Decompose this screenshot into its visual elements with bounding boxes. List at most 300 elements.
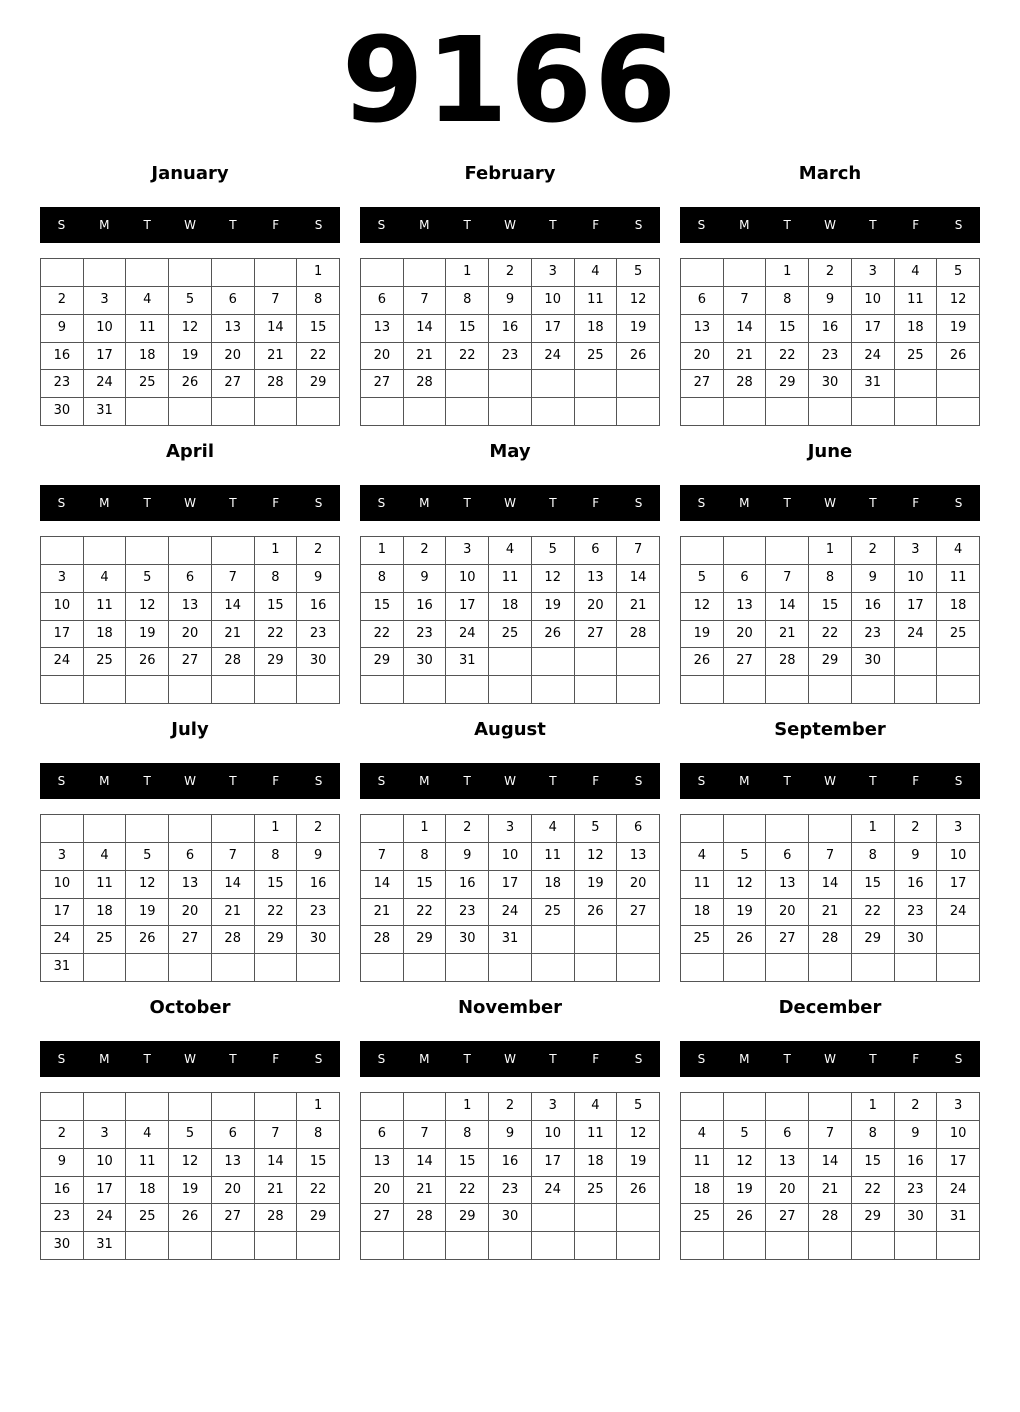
day-cell: 22 bbox=[852, 899, 895, 927]
empty-day-cell bbox=[681, 398, 724, 426]
month-name: July bbox=[171, 719, 209, 740]
day-cell: 30 bbox=[809, 370, 852, 398]
weekday-label: W bbox=[824, 1052, 836, 1066]
day-cell: 28 bbox=[766, 648, 809, 676]
day-cell: 27 bbox=[766, 1204, 809, 1232]
empty-day-cell bbox=[212, 1232, 255, 1260]
day-cell: 24 bbox=[895, 621, 938, 649]
day-cell: 23 bbox=[404, 621, 447, 649]
weekday-label: S bbox=[954, 218, 963, 232]
day-cell: 14 bbox=[255, 1149, 298, 1177]
day-cell: 24 bbox=[84, 370, 127, 398]
weekday-label: W bbox=[824, 218, 836, 232]
empty-day-cell bbox=[297, 398, 340, 426]
day-cell: 2 bbox=[41, 1121, 84, 1149]
empty-day-cell bbox=[169, 259, 212, 287]
day-cell: 30 bbox=[41, 1232, 84, 1260]
empty-day-cell bbox=[895, 676, 938, 704]
day-cell: 10 bbox=[41, 871, 84, 899]
weekday-label: M bbox=[419, 774, 430, 788]
empty-day-cell bbox=[937, 954, 980, 982]
day-cell: 13 bbox=[212, 1149, 255, 1177]
day-cell: 8 bbox=[852, 843, 895, 871]
weekday-label: F bbox=[912, 218, 920, 232]
day-cell: 3 bbox=[532, 259, 575, 287]
month-name: June bbox=[807, 441, 853, 462]
day-cell: 4 bbox=[575, 259, 618, 287]
day-cell: 1 bbox=[852, 1093, 895, 1121]
day-cell: 22 bbox=[766, 343, 809, 371]
weekday-label: F bbox=[912, 496, 920, 510]
day-cell: 6 bbox=[169, 843, 212, 871]
day-cell: 4 bbox=[489, 537, 532, 565]
empty-day-cell bbox=[404, 1232, 447, 1260]
empty-day-cell bbox=[84, 259, 127, 287]
day-cell: 22 bbox=[255, 621, 298, 649]
day-cell: 13 bbox=[361, 1149, 404, 1177]
weekday-label: F bbox=[592, 218, 600, 232]
day-cell: 14 bbox=[404, 1149, 447, 1177]
day-grid bbox=[680, 536, 980, 704]
weekday-label: M bbox=[739, 218, 750, 232]
day-cell: 13 bbox=[169, 593, 212, 621]
day-grid bbox=[680, 814, 980, 982]
empty-day-cell bbox=[681, 815, 724, 843]
weekday-label: W bbox=[184, 496, 196, 510]
day-cell: 24 bbox=[532, 343, 575, 371]
month-name: February bbox=[464, 163, 556, 184]
day-cell: 20 bbox=[361, 343, 404, 371]
weekday-label: F bbox=[592, 774, 600, 788]
empty-day-cell bbox=[446, 1232, 489, 1260]
empty-day-cell bbox=[212, 259, 255, 287]
day-cell: 6 bbox=[212, 1121, 255, 1149]
day-cell: 15 bbox=[297, 1149, 340, 1177]
day-cell: 12 bbox=[532, 565, 575, 593]
day-cell: 1 bbox=[361, 537, 404, 565]
empty-day-cell bbox=[84, 537, 127, 565]
day-cell: 26 bbox=[126, 926, 169, 954]
empty-day-cell bbox=[724, 1093, 767, 1121]
day-cell: 6 bbox=[617, 815, 660, 843]
empty-day-cell bbox=[361, 815, 404, 843]
month-name: September bbox=[774, 719, 886, 740]
day-cell: 2 bbox=[852, 537, 895, 565]
day-cell: 29 bbox=[255, 648, 298, 676]
weekday-label: F bbox=[912, 774, 920, 788]
day-cell: 22 bbox=[404, 899, 447, 927]
day-cell: 20 bbox=[212, 343, 255, 371]
empty-day-cell bbox=[937, 676, 980, 704]
day-cell: 27 bbox=[212, 1204, 255, 1232]
day-cell: 8 bbox=[446, 287, 489, 315]
empty-day-cell bbox=[575, 676, 618, 704]
empty-day-cell bbox=[361, 954, 404, 982]
day-cell: 8 bbox=[766, 287, 809, 315]
day-cell: 14 bbox=[404, 315, 447, 343]
day-cell: 6 bbox=[361, 287, 404, 315]
empty-day-cell bbox=[724, 676, 767, 704]
day-cell: 13 bbox=[617, 843, 660, 871]
day-cell: 21 bbox=[212, 899, 255, 927]
day-cell: 9 bbox=[41, 315, 84, 343]
day-cell: 14 bbox=[766, 593, 809, 621]
day-cell: 7 bbox=[809, 1121, 852, 1149]
day-cell: 13 bbox=[361, 315, 404, 343]
empty-day-cell bbox=[617, 954, 660, 982]
day-cell: 15 bbox=[255, 871, 298, 899]
day-cell: 11 bbox=[681, 1149, 724, 1177]
day-cell: 26 bbox=[169, 370, 212, 398]
day-cell: 10 bbox=[852, 287, 895, 315]
empty-day-cell bbox=[937, 926, 980, 954]
weekday-label: F bbox=[272, 218, 280, 232]
weekday-label: T bbox=[143, 496, 151, 510]
empty-day-cell bbox=[84, 1093, 127, 1121]
day-cell: 25 bbox=[937, 621, 980, 649]
day-cell: 30 bbox=[489, 1204, 532, 1232]
day-cell: 19 bbox=[575, 871, 618, 899]
day-cell: 8 bbox=[255, 843, 298, 871]
day-cell: 17 bbox=[532, 315, 575, 343]
empty-day-cell bbox=[575, 398, 618, 426]
day-cell: 26 bbox=[724, 926, 767, 954]
empty-day-cell bbox=[212, 398, 255, 426]
day-cell: 8 bbox=[297, 1121, 340, 1149]
empty-day-cell bbox=[255, 676, 298, 704]
day-cell: 9 bbox=[489, 1121, 532, 1149]
empty-day-cell bbox=[724, 537, 767, 565]
day-cell: 29 bbox=[255, 926, 298, 954]
day-cell: 17 bbox=[84, 1177, 127, 1205]
day-cell: 21 bbox=[724, 343, 767, 371]
day-cell: 27 bbox=[575, 621, 618, 649]
weekday-label: M bbox=[739, 774, 750, 788]
weekday-label: F bbox=[272, 774, 280, 788]
empty-day-cell bbox=[169, 537, 212, 565]
day-cell: 19 bbox=[126, 621, 169, 649]
day-grid bbox=[680, 258, 980, 426]
weekday-label: T bbox=[143, 774, 151, 788]
weekday-label: S bbox=[57, 496, 66, 510]
day-cell: 12 bbox=[575, 843, 618, 871]
day-cell: 1 bbox=[446, 1093, 489, 1121]
day-cell: 9 bbox=[446, 843, 489, 871]
day-cell: 15 bbox=[361, 593, 404, 621]
weekday-label: T bbox=[869, 218, 877, 232]
empty-day-cell bbox=[681, 259, 724, 287]
empty-day-cell bbox=[532, 676, 575, 704]
day-cell: 12 bbox=[724, 871, 767, 899]
day-cell: 7 bbox=[404, 287, 447, 315]
weekday-label: S bbox=[634, 496, 643, 510]
day-cell: 29 bbox=[809, 648, 852, 676]
empty-day-cell bbox=[489, 954, 532, 982]
day-cell: 1 bbox=[446, 259, 489, 287]
day-cell: 19 bbox=[532, 593, 575, 621]
day-cell: 19 bbox=[937, 315, 980, 343]
day-cell: 13 bbox=[212, 315, 255, 343]
day-cell: 29 bbox=[852, 926, 895, 954]
day-cell: 20 bbox=[617, 871, 660, 899]
day-cell: 10 bbox=[84, 315, 127, 343]
weekday-label: T bbox=[229, 496, 237, 510]
day-cell: 27 bbox=[212, 370, 255, 398]
day-cell: 16 bbox=[852, 593, 895, 621]
empty-day-cell bbox=[575, 1204, 618, 1232]
empty-day-cell bbox=[724, 259, 767, 287]
empty-day-cell bbox=[617, 648, 660, 676]
day-cell: 9 bbox=[41, 1149, 84, 1177]
day-cell: 26 bbox=[681, 648, 724, 676]
day-cell: 7 bbox=[809, 843, 852, 871]
empty-day-cell bbox=[681, 1093, 724, 1121]
empty-day-cell bbox=[361, 259, 404, 287]
weekday-label: S bbox=[634, 218, 643, 232]
day-cell: 29 bbox=[852, 1204, 895, 1232]
day-cell: 14 bbox=[255, 315, 298, 343]
day-cell: 12 bbox=[724, 1149, 767, 1177]
day-cell: 2 bbox=[489, 259, 532, 287]
day-cell: 30 bbox=[895, 1204, 938, 1232]
day-cell: 20 bbox=[212, 1177, 255, 1205]
day-cell: 21 bbox=[212, 621, 255, 649]
weekday-label: S bbox=[377, 218, 386, 232]
day-cell: 18 bbox=[575, 315, 618, 343]
day-cell: 25 bbox=[681, 1204, 724, 1232]
day-cell: 3 bbox=[937, 815, 980, 843]
day-cell: 16 bbox=[809, 315, 852, 343]
weekday-label: F bbox=[272, 1052, 280, 1066]
day-cell: 21 bbox=[809, 899, 852, 927]
day-cell: 31 bbox=[489, 926, 532, 954]
day-cell: 28 bbox=[404, 370, 447, 398]
day-cell: 4 bbox=[575, 1093, 618, 1121]
day-cell: 7 bbox=[724, 287, 767, 315]
weekday-label: T bbox=[463, 1052, 471, 1066]
day-cell: 11 bbox=[681, 871, 724, 899]
month-name: October bbox=[149, 997, 231, 1018]
day-cell: 8 bbox=[297, 287, 340, 315]
day-cell: 4 bbox=[84, 843, 127, 871]
weekday-label: M bbox=[99, 1052, 110, 1066]
empty-day-cell bbox=[575, 1232, 618, 1260]
day-cell: 16 bbox=[489, 1149, 532, 1177]
day-cell: 10 bbox=[446, 565, 489, 593]
weekday-label: W bbox=[184, 218, 196, 232]
day-cell: 18 bbox=[681, 899, 724, 927]
day-cell: 20 bbox=[575, 593, 618, 621]
day-cell: 5 bbox=[169, 287, 212, 315]
weekday-header bbox=[40, 763, 340, 799]
empty-day-cell bbox=[809, 1232, 852, 1260]
day-cell: 10 bbox=[41, 593, 84, 621]
weekday-header bbox=[40, 207, 340, 243]
weekday-label: T bbox=[549, 218, 557, 232]
day-cell: 10 bbox=[532, 1121, 575, 1149]
day-cell: 16 bbox=[297, 593, 340, 621]
day-cell: 18 bbox=[126, 1177, 169, 1205]
day-cell: 6 bbox=[212, 287, 255, 315]
empty-day-cell bbox=[404, 676, 447, 704]
day-cell: 14 bbox=[212, 871, 255, 899]
day-cell: 17 bbox=[84, 343, 127, 371]
weekday-header bbox=[360, 763, 660, 799]
day-cell: 14 bbox=[724, 315, 767, 343]
day-cell: 24 bbox=[532, 1177, 575, 1205]
day-cell: 7 bbox=[212, 843, 255, 871]
day-cell: 27 bbox=[681, 370, 724, 398]
empty-day-cell bbox=[937, 370, 980, 398]
day-cell: 2 bbox=[895, 1093, 938, 1121]
weekday-label: S bbox=[697, 1052, 706, 1066]
day-cell: 31 bbox=[84, 1232, 127, 1260]
weekday-label: W bbox=[504, 496, 516, 510]
empty-day-cell bbox=[446, 398, 489, 426]
empty-day-cell bbox=[852, 398, 895, 426]
day-cell: 22 bbox=[255, 899, 298, 927]
empty-day-cell bbox=[404, 398, 447, 426]
day-cell: 4 bbox=[126, 1121, 169, 1149]
day-cell: 15 bbox=[255, 593, 298, 621]
day-cell: 28 bbox=[212, 926, 255, 954]
month-name: January bbox=[151, 163, 229, 184]
empty-day-cell bbox=[937, 648, 980, 676]
weekday-label: M bbox=[419, 1052, 430, 1066]
weekday-label: W bbox=[824, 774, 836, 788]
day-cell: 9 bbox=[489, 287, 532, 315]
day-cell: 6 bbox=[724, 565, 767, 593]
empty-day-cell bbox=[212, 1093, 255, 1121]
day-cell: 15 bbox=[852, 871, 895, 899]
empty-day-cell bbox=[937, 398, 980, 426]
day-cell: 2 bbox=[41, 287, 84, 315]
empty-day-cell bbox=[766, 815, 809, 843]
weekday-label: T bbox=[869, 1052, 877, 1066]
empty-day-cell bbox=[41, 815, 84, 843]
day-cell: 16 bbox=[895, 871, 938, 899]
day-cell: 31 bbox=[446, 648, 489, 676]
day-cell: 19 bbox=[169, 1177, 212, 1205]
empty-day-cell bbox=[169, 1093, 212, 1121]
day-cell: 5 bbox=[724, 843, 767, 871]
month-name: August bbox=[474, 719, 546, 740]
month-name: March bbox=[798, 163, 862, 184]
weekday-label: W bbox=[184, 774, 196, 788]
empty-day-cell bbox=[84, 815, 127, 843]
weekday-label: T bbox=[229, 1052, 237, 1066]
day-cell: 22 bbox=[852, 1177, 895, 1205]
day-cell: 9 bbox=[297, 565, 340, 593]
day-grid bbox=[360, 814, 660, 982]
empty-day-cell bbox=[617, 1204, 660, 1232]
empty-day-cell bbox=[575, 648, 618, 676]
day-cell: 4 bbox=[532, 815, 575, 843]
weekday-label: F bbox=[592, 496, 600, 510]
empty-day-cell bbox=[532, 926, 575, 954]
day-cell: 13 bbox=[766, 871, 809, 899]
day-cell: 8 bbox=[361, 565, 404, 593]
day-cell: 19 bbox=[617, 1149, 660, 1177]
day-grid bbox=[360, 1092, 660, 1260]
empty-day-cell bbox=[766, 537, 809, 565]
day-cell: 13 bbox=[169, 871, 212, 899]
day-cell: 24 bbox=[937, 899, 980, 927]
day-cell: 14 bbox=[809, 1149, 852, 1177]
empty-day-cell bbox=[297, 954, 340, 982]
day-cell: 29 bbox=[361, 648, 404, 676]
empty-day-cell bbox=[41, 1093, 84, 1121]
day-cell: 21 bbox=[255, 1177, 298, 1205]
day-cell: 22 bbox=[361, 621, 404, 649]
day-cell: 15 bbox=[852, 1149, 895, 1177]
day-cell: 8 bbox=[446, 1121, 489, 1149]
weekday-label: T bbox=[869, 774, 877, 788]
day-cell: 23 bbox=[446, 899, 489, 927]
day-cell: 11 bbox=[575, 1121, 618, 1149]
day-cell: 1 bbox=[404, 815, 447, 843]
empty-day-cell bbox=[532, 398, 575, 426]
day-cell: 7 bbox=[255, 1121, 298, 1149]
day-cell: 19 bbox=[169, 343, 212, 371]
empty-day-cell bbox=[169, 815, 212, 843]
empty-day-cell bbox=[126, 259, 169, 287]
day-cell: 5 bbox=[126, 565, 169, 593]
empty-day-cell bbox=[126, 676, 169, 704]
day-cell: 9 bbox=[297, 843, 340, 871]
day-cell: 1 bbox=[852, 815, 895, 843]
weekday-label: T bbox=[783, 218, 791, 232]
day-cell: 18 bbox=[895, 315, 938, 343]
empty-day-cell bbox=[809, 398, 852, 426]
empty-day-cell bbox=[489, 676, 532, 704]
weekday-label: S bbox=[634, 774, 643, 788]
day-cell: 17 bbox=[895, 593, 938, 621]
empty-day-cell bbox=[446, 370, 489, 398]
day-cell: 6 bbox=[681, 287, 724, 315]
day-cell: 28 bbox=[617, 621, 660, 649]
day-cell: 5 bbox=[617, 1093, 660, 1121]
empty-day-cell bbox=[532, 648, 575, 676]
empty-day-cell bbox=[724, 1232, 767, 1260]
day-cell: 3 bbox=[937, 1093, 980, 1121]
weekday-label: T bbox=[783, 496, 791, 510]
empty-day-cell bbox=[212, 676, 255, 704]
day-cell: 30 bbox=[852, 648, 895, 676]
day-cell: 26 bbox=[126, 648, 169, 676]
day-cell: 16 bbox=[41, 1177, 84, 1205]
empty-day-cell bbox=[489, 648, 532, 676]
empty-day-cell bbox=[724, 398, 767, 426]
day-cell: 26 bbox=[724, 1204, 767, 1232]
day-cell: 23 bbox=[41, 1204, 84, 1232]
day-cell: 18 bbox=[937, 593, 980, 621]
day-cell: 29 bbox=[297, 1204, 340, 1232]
day-cell: 25 bbox=[681, 926, 724, 954]
day-cell: 4 bbox=[895, 259, 938, 287]
day-cell: 12 bbox=[126, 871, 169, 899]
day-cell: 24 bbox=[41, 648, 84, 676]
weekday-label: M bbox=[99, 774, 110, 788]
day-cell: 8 bbox=[809, 565, 852, 593]
day-cell: 3 bbox=[41, 565, 84, 593]
day-cell: 22 bbox=[809, 621, 852, 649]
empty-day-cell bbox=[169, 676, 212, 704]
day-cell: 10 bbox=[489, 843, 532, 871]
day-grid bbox=[40, 536, 340, 704]
empty-day-cell bbox=[852, 676, 895, 704]
weekday-label: S bbox=[954, 774, 963, 788]
